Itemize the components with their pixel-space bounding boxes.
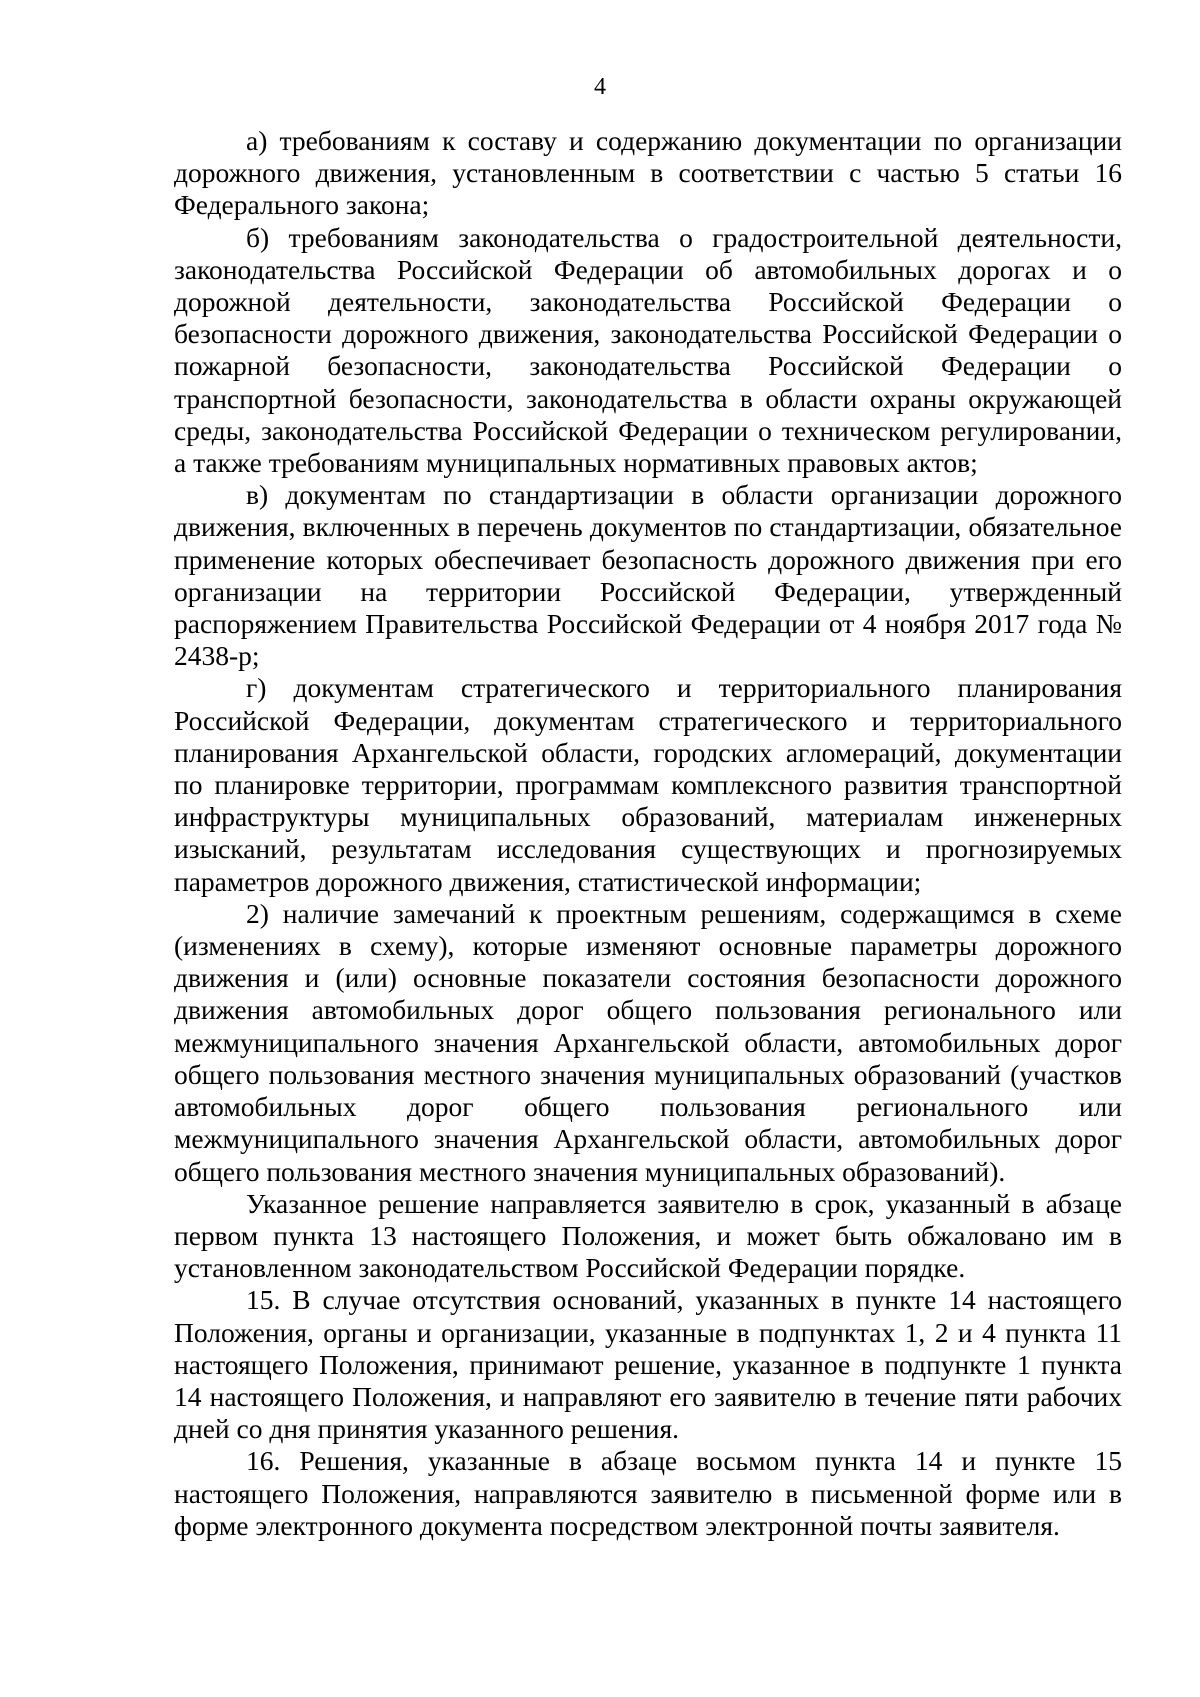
- paragraph-a-composition-requirements: а) требованиям к составу и содержанию документации по организации дорожного движения, установленным в соответствии с частью 5 статьи 16 Федерального закона;: [174, 125, 1122, 221]
- paragraph-15-no-grounds: 15. В случае отсутствия оснований, указанных в пункте 14 настоящего Положения, органы и организации, указанные в подпунктах 1, 2 и 4 пункта 11 настоящего Положения, принимают решение, указанное в подпункте 1 пункта 14 настоящего Положения, и направляют его заявителю в течение пяти рабочих дней со дня принятия указанного решения.: [174, 1284, 1122, 1445]
- page-number: 4: [594, 74, 606, 100]
- paragraph-v-standardization-documents: в) документам по стандартизации в области организации дорожного движения, включенных в перечень документов по стандартизации, обязательное применение которых обеспечивает безопасность дорожного движения при его организации на территории Российской Федерации, утвержденный распоряжением Правительства Российской Федерации от 4 ноября 2017 года № 2438-р;: [174, 479, 1122, 672]
- paragraph-2-design-remarks: 2) наличие замечаний к проектным решениям, содержащимся в схеме (изменениях в схему), которые изменяют основные параметры дорожного движения и (или) основные показатели состояния безопасности дорожного движения автомобильных дорог общего пользования регионального или межмуниципального значения Архангельской области, автомобильных дорог общего пользования местного значения муниципальных образований (участков автомобильных дорог общего пользования регионального или межмуниципального значения Архангельской области, автомобильных дорог общего пользования местного значения муниципальных образований).: [174, 897, 1122, 1187]
- paragraph-b-legislation-requirements: б) требованиям законодательства о градостроительной деятельности, законодательства Российской Федерации об автомобильных дорогах и о дорожной деятельности, законодательства Российской Федерации о безопасности дорожного движения, законодательства Российской Федерации о пожарной безопасности, законодательства Российской Федерации о транспортной безопасности, законодательства в области охраны окружающей среды, законодательства Российской Федерации о техническом регулировании, а также требованиям муниципальных нормативных правовых актов;: [174, 221, 1122, 479]
- paragraph-g-planning-documents: г) документам стратегического и территориального планирования Российской Федерации, документам стратегического и территориального планирования Архангельской области, городских агломераций, документации по планировке территории, программам комплексного развития транспортной инфраструктуры муниципальных образований, материалам инженерных изысканий, результатам исследования существующих и прогнозируемых параметров дорожного движения, статистической информации;: [174, 672, 1122, 897]
- paragraph-decision-appeal: Указанное решение направляется заявителю в срок, указанный в абзаце первом пункта 13 настоящего Положения, и может быть обжаловано им в установленном законодательством Российской Федерации порядке.: [174, 1187, 1122, 1284]
- document-body: [174, 125, 1122, 1542]
- paragraph-16-decision-delivery: 16. Решения, указанные в абзаце восьмом пункта 14 и пункте 15 настоящего Положения, направляются заявителю в письменной форме или в форме электронного документа посредством электронной почты заявителя.: [174, 1445, 1122, 1541]
